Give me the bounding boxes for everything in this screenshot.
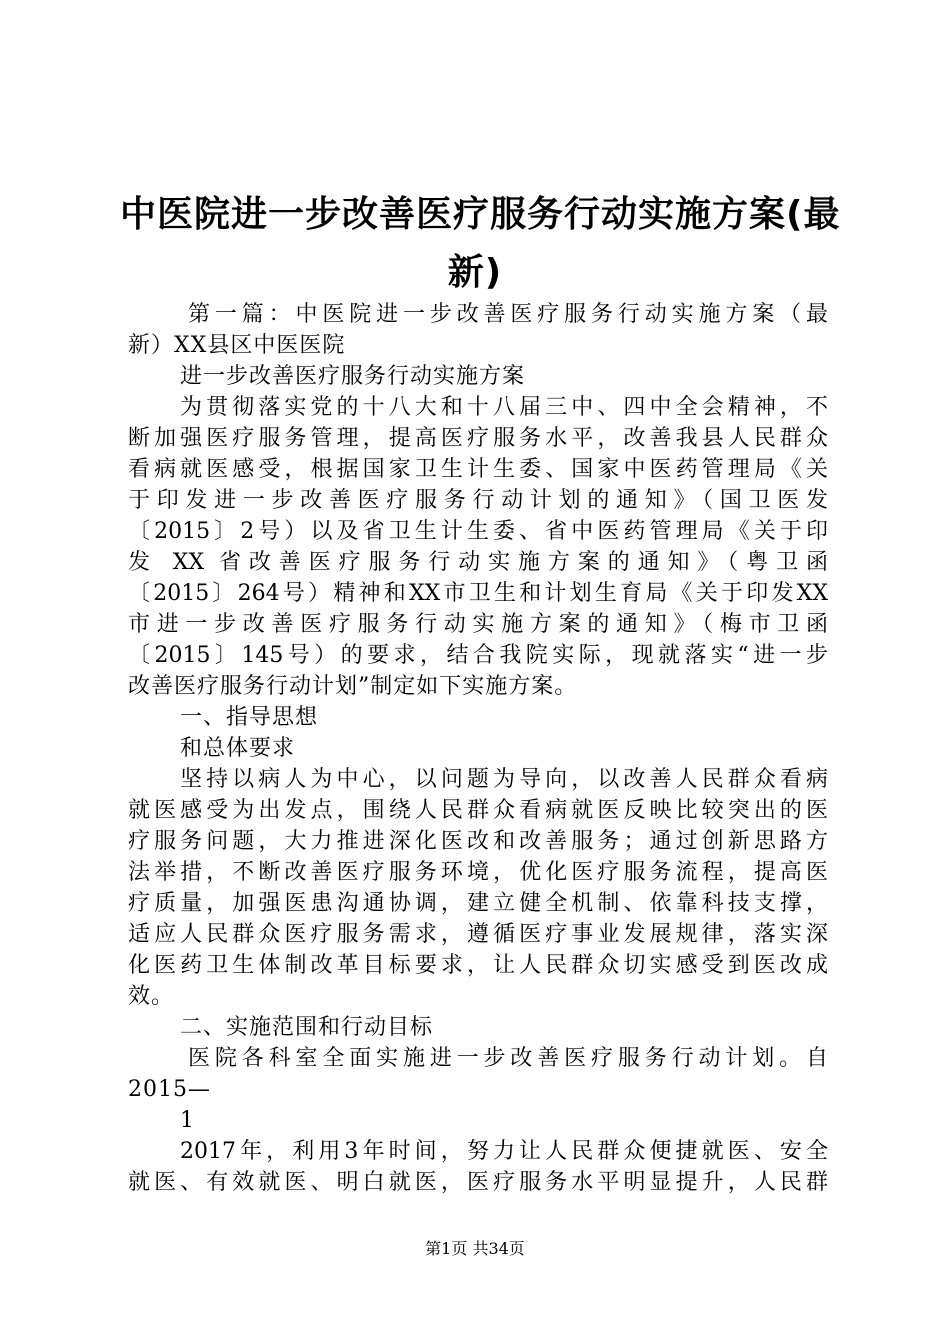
- body-line: 市进一步改善医疗服务行动实施方案的通知》（梅市卫函: [128, 612, 828, 637]
- body-line: 断加强医疗服务管理，提高医疗服务水平，改善我县人民群众: [128, 426, 828, 451]
- document-title-line-1: 中医院进一步改善医疗服务行动实施方案(最: [120, 194, 841, 235]
- body-line: 1: [180, 1108, 195, 1133]
- body-line: 就医感受为出发点，围绕人民群众看病就医反映比较突出的医: [128, 798, 828, 823]
- section-heading: 二、实施范围和行动目标: [180, 1015, 434, 1040]
- body-line: 〔2015〕2号）以及省卫生计生委、省中医药管理局《关于印: [128, 519, 828, 544]
- body-line: 2015—: [128, 1077, 211, 1102]
- body-line: 疗质量，加强医患沟通协调，建立健全机制、依靠科技支撑，: [128, 891, 828, 916]
- body-line: 看病就医感受，根据国家卫生计生委、国家中医药管理局《关: [128, 457, 828, 482]
- body-line: 发 XX 省改善医疗服务行动实施方案的通知》（粤卫函: [128, 550, 828, 575]
- body-line: 新）XX县区中医医院: [128, 333, 346, 358]
- body-line: 医院各科室全面实施进一步改善医疗服务行动计划。自: [188, 1046, 828, 1071]
- body-line: 效。: [128, 984, 175, 1009]
- body-line: 〔2015〕145号）的要求，结合我院实际，现就落实“进一步: [128, 643, 828, 668]
- section-heading: 一、指导思想: [180, 705, 319, 730]
- body-line: 第一篇：中医院进一步改善医疗服务行动实施方案（最: [188, 302, 828, 327]
- body-line: 法举措，不断改善医疗服务环境，优化医疗服务流程，提高医: [128, 860, 828, 885]
- body-line: 进一步改善医疗服务行动实施方案: [180, 364, 526, 389]
- document-title-line-2: 新): [447, 252, 503, 293]
- section-heading: 和总体要求: [180, 736, 296, 761]
- page-footer: 第1页 共34页: [425, 1239, 525, 1258]
- body-line: 疗服务问题，大力推进深化医改和改善服务；通过创新思路方: [128, 829, 828, 854]
- body-line: 改善医疗服务行动计划”制定如下实施方案。: [128, 674, 578, 699]
- body-line: 适应人民群众医疗服务需求，遵循医疗事业发展规律，落实深: [128, 922, 828, 947]
- body-line: 于印发进一步改善医疗服务行动计划的通知》（国卫医发: [128, 488, 828, 513]
- body-line: 就医、有效就医、明白就医，医疗服务水平明显提升，人民群: [128, 1170, 828, 1195]
- body-line: 坚持以病人为中心，以问题为导向，以改善人民群众看病: [180, 767, 828, 792]
- body-line: 化医药卫生体制改革目标要求，让人民群众切实感受到医改成: [128, 953, 828, 978]
- body-line: 〔2015〕264号）精神和XX市卫生和计划生育局《关于印发XX: [128, 581, 828, 606]
- body-line: 为贯彻落实党的十八大和十八届三中、四中全会精神，不: [180, 395, 828, 420]
- body-line: 2017年，利用3年时间，努力让人民群众便捷就医、安全: [180, 1139, 828, 1164]
